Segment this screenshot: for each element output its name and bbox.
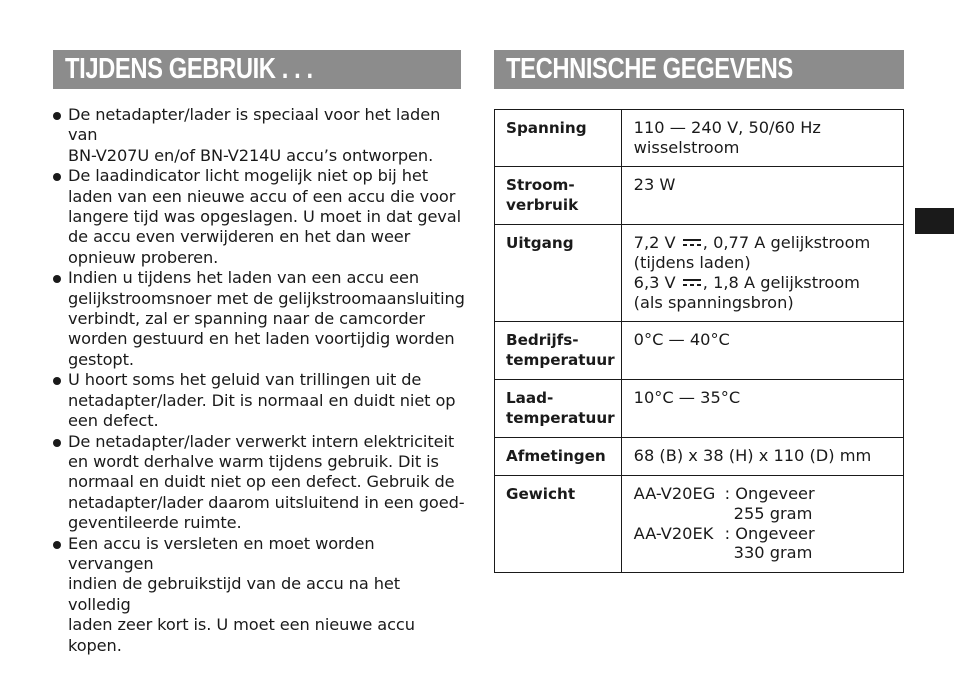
dc-symbol-icon — [683, 279, 701, 288]
usage-notes-list — [53, 105, 465, 656]
usage-note-line: kopen. — [68, 635, 122, 655]
section-heading-technische-gegevens — [494, 50, 904, 89]
usage-note-line: een defect. — [68, 411, 159, 431]
usage-note-line: en wordt derhalve warm tijdens gebruik. Dit is — [68, 451, 439, 471]
spec-row-laadtemperatuur — [495, 380, 904, 438]
spec-label-line: Bedrijfs- — [506, 331, 579, 350]
usage-note-line: De netadapter/lader is speciaal voor het laden van — [68, 105, 441, 145]
approx-text: : Ongeveer — [724, 484, 815, 504]
spec-label — [495, 380, 622, 438]
spec-label-line: temperatuur — [506, 351, 615, 370]
usage-note-line: normaal en duidt niet op een defect. Gebruik de — [68, 472, 455, 492]
model-name: AA-V20EG — [633, 484, 716, 504]
bullet-icon — [53, 541, 61, 549]
spec-value-line — [634, 233, 897, 253]
usage-note-line: verbindt, zal er spanning naar de camcorder — [68, 309, 425, 329]
voltage-text: 6,3 V — [633, 272, 676, 292]
dc-symbol-icon — [683, 239, 701, 248]
spec-label-line: Stroom- — [506, 176, 575, 195]
spec-value: 23 W — [621, 167, 903, 225]
usage-note-line: U hoort soms het geluid van trillingen uit de — [68, 370, 422, 390]
usage-note-line: laden van een nieuwe accu of een accu die voor — [68, 186, 456, 206]
current-text: , 1,8 A gelijkstroom — [702, 272, 860, 292]
usage-note-line: netadapter/lader daarom uitsluitend in een goed- — [68, 492, 465, 512]
spec-label: Gewicht — [495, 476, 622, 573]
spec-label: Afmetingen — [495, 438, 622, 476]
usage-note-item — [53, 268, 465, 370]
usage-note-line: BN-V207U en/of BN-V214U accu’s ontworpen. — [68, 145, 434, 165]
spec-row-uitgang — [495, 225, 904, 322]
usage-note-item — [53, 166, 465, 268]
spec-value-line: (als spanningsbron) — [633, 292, 794, 312]
spec-value-line: 110 — 240 V, 50/60 Hz — [633, 118, 821, 137]
spec-label-line: Laad- — [506, 389, 554, 408]
bullet-icon — [53, 377, 61, 385]
usage-note-line: worden gestuurd en het laden voortijdig worden — [68, 329, 455, 349]
model-name: AA-V20EK — [633, 523, 714, 543]
usage-note-line: De netadapter/lader verwerkt intern elektriciteit — [68, 431, 455, 451]
weight-value: 330 gram — [733, 543, 813, 563]
usage-note-item — [53, 370, 465, 431]
bullet-icon — [53, 112, 61, 120]
spec-label-line: temperatuur — [506, 409, 615, 428]
spec-value-line — [634, 273, 897, 293]
spec-row-spanning — [495, 110, 904, 167]
weight-model-line — [634, 484, 897, 504]
spec-label — [495, 167, 622, 225]
usage-note-line: netadapter/lader. Dit is normaal en duidt niet op — [68, 390, 456, 410]
spec-row-bedrijfstemperatuur — [495, 322, 904, 380]
bullet-icon — [53, 439, 61, 447]
usage-note-line: langere tijd was opgeslagen. U moet in dat geval — [68, 207, 462, 227]
spec-row-afmetingen — [495, 438, 904, 476]
spec-value-line: wisselstroom — [633, 137, 740, 157]
spec-row-gewicht — [495, 476, 904, 573]
section-heading-text: TECHNISCHE GEGEVENS — [506, 53, 793, 85]
spec-value: 0°C — 40°C — [621, 322, 903, 380]
usage-note-item — [53, 105, 465, 166]
spec-label-line: verbruik — [506, 196, 579, 215]
usage-note-line: De laadindicator licht mogelijk niet op bij het — [68, 166, 428, 186]
spec-label: Uitgang — [495, 225, 622, 322]
spec-label — [495, 322, 622, 380]
page-edge-tab — [915, 208, 954, 234]
spec-value: 68 (B) x 38 (H) x 110 (D) mm — [621, 438, 903, 476]
weight-value: 255 gram — [733, 503, 813, 523]
spec-value — [621, 225, 903, 322]
approx-text: : Ongeveer — [724, 523, 815, 543]
section-heading-tijdens-gebruik — [53, 50, 461, 89]
usage-note-line: indien de gebruikstijd van de accu na het volledig — [68, 574, 400, 614]
usage-note-line: geventileerde ruimte. — [68, 513, 242, 533]
spec-row-stroomverbruik — [495, 167, 904, 225]
current-text: , 0,77 A gelijkstroom — [702, 233, 871, 253]
usage-note-line: de accu even verwijderen en het dan weer — [68, 227, 411, 247]
bullet-icon — [53, 173, 61, 181]
bullet-icon — [53, 275, 61, 283]
spec-label: Spanning — [495, 110, 622, 167]
spec-value — [621, 476, 903, 573]
voltage-text: 7,2 V — [633, 233, 676, 253]
usage-note-line: gelijkstroomsnoer met de gelijkstroomaansluiting — [68, 288, 465, 308]
usage-note-line: Een accu is versleten en moet worden vervangen — [68, 533, 375, 573]
usage-note-line: Indien u tijdens het laden van een accu een — [68, 268, 419, 288]
weight-model-line — [634, 524, 897, 544]
spec-value-line: (tijdens laden) — [633, 253, 751, 273]
usage-note-line: gestopt. — [68, 349, 134, 369]
usage-note-line: laden zeer kort is. U moet een nieuwe accu — [68, 615, 415, 635]
usage-note-line: opnieuw proberen. — [68, 247, 219, 267]
section-heading-text: TIJDENS GEBRUIK . . . — [65, 53, 313, 85]
spec-value — [621, 110, 903, 167]
spec-value: 10°C — 35°C — [621, 380, 903, 438]
usage-note-item — [53, 534, 465, 656]
usage-note-item — [53, 432, 465, 534]
specifications-table — [494, 109, 904, 573]
